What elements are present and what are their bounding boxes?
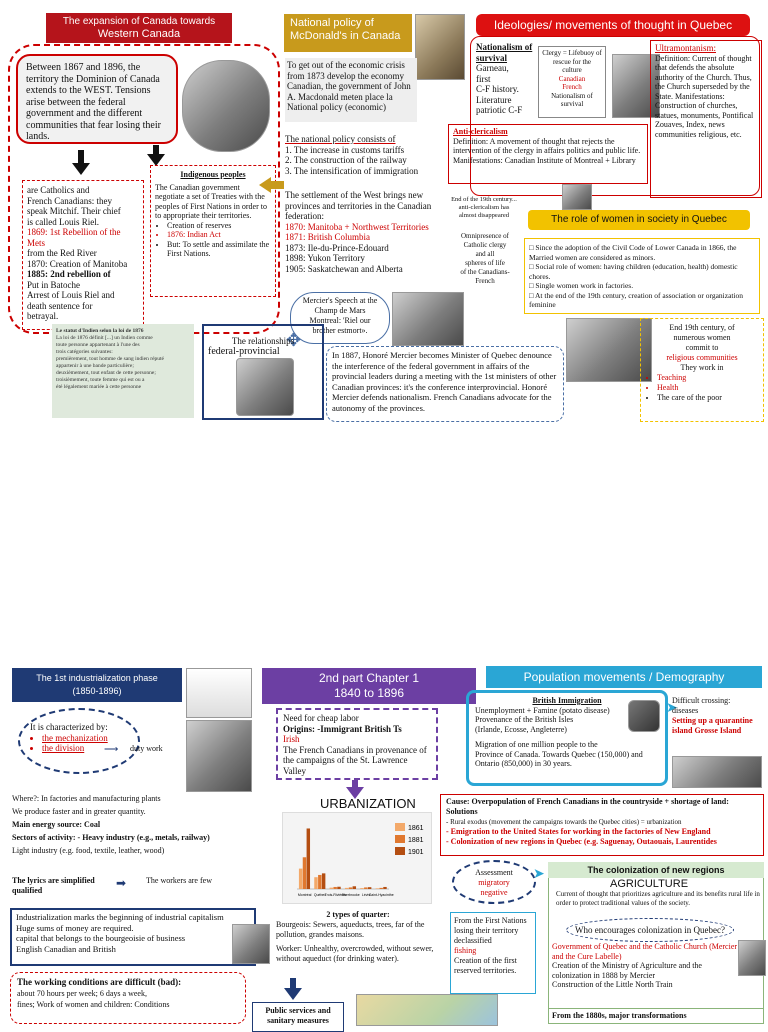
labor-irish: Irish: [283, 734, 300, 744]
factories-light: Light industry (e.g. food, textile, leather, wood): [12, 846, 165, 855]
british-line-2: (Irlande, Ecosse, Angleterre): [475, 724, 567, 734]
women-end-item-2: • The care of the poor: [657, 393, 759, 403]
national-policy-title-line1: National policy of: [290, 17, 374, 29]
factory-photo: [186, 720, 252, 792]
assessment-arrow-icon: ➤: [533, 867, 545, 882]
british-isles-map: [628, 700, 660, 732]
omni-line-2: and all: [475, 250, 495, 258]
excerpt-line-0: La loi de 1876 définit [...] un Indien comme: [56, 335, 153, 341]
expansion-title: [46, 13, 232, 43]
chart-bar-1901-4: [368, 887, 371, 889]
agriculture-title: AGRICULTURE: [610, 878, 689, 890]
nationalism-box: [476, 42, 534, 122]
first-nations-line-4: Creation of the first: [454, 956, 517, 965]
national-policy-intro-text: To get out of the economic crisis from 1873 develop the economy Canadian, the government of John A. Macdonald meten place la National policy (economic): [287, 60, 411, 112]
ideologies-title: [476, 14, 750, 36]
working-conditions-box: [10, 972, 246, 1024]
chart-legend-swatch: [395, 847, 405, 855]
women-end-item-1: • Health: [657, 383, 759, 393]
factories-energy: Main energy source: Coal: [12, 820, 101, 829]
urbanization-cause: Cause: Overpopulation of French Canadians in the countryside + shortage of land: Solutions: [446, 797, 729, 816]
public-services-box: [252, 1002, 344, 1032]
quarters-worker: Worker: Unhealthy, overcrowded, without sewer, without aqueduct (for drinking water).: [276, 944, 434, 963]
agriculture-text: [556, 890, 760, 918]
chapter-line2: 1840 to 1896: [333, 686, 405, 700]
national-policy-title: [284, 14, 412, 52]
cure-labelle-portrait: [738, 940, 766, 976]
indigenous-text: The Canadian government negotiate a set of Treaties with the peoples of First Nations in order to to appropriate their territories.: [155, 182, 267, 220]
chart-bar-1901-5: [383, 887, 386, 889]
national-policy-title-line2: McDonald's in Canada: [290, 30, 401, 42]
women-end-item-0: • Teaching: [657, 373, 759, 383]
capital-money-image: [232, 924, 270, 964]
first-nations-line-2: declassified: [454, 936, 492, 945]
metis-line-7: 1885: 2nd rebellion of: [27, 269, 111, 279]
british-line-4: Migration of one million people to the: [475, 740, 598, 749]
chart-legend-label: 1881: [408, 837, 424, 844]
chart-category-label: Saint-Hyacinthe: [368, 893, 394, 897]
mercier-speech: Mercier's Speech at the Champ de Mars Montreal: 'Riel our brother estmort».: [302, 296, 378, 335]
relationships-box: [202, 324, 324, 420]
arrow-metis-icon: [72, 163, 90, 175]
relationships-line2: federal-provincial: [208, 346, 280, 357]
clergy-line-3: Canadian: [558, 74, 586, 83]
capitalism-line-0: Industrialization marks the beginning of industrial capitalism: [16, 912, 224, 922]
metis-line-3: is called Louis Riel.: [27, 216, 99, 227]
clergy-line-2: culture: [562, 66, 582, 74]
relationships-line1: The relationships: [231, 336, 295, 346]
women-item-1: □ Social role of women: having children (education, health) domestic chores.: [529, 262, 738, 281]
clergy-line-6: survival: [560, 100, 584, 108]
from-1880-box: [548, 1008, 764, 1028]
colonization-train: Construction of the Little North Train: [552, 980, 673, 989]
excerpt-line-3: premièrement, tout homme de sang indien réputé: [56, 356, 164, 362]
expansion-title-line1: The expansion of Canada towards: [62, 16, 216, 27]
workers-arrow-icon: ➡: [116, 876, 127, 890]
louis-riel-portrait: [182, 60, 270, 152]
first-nations-line-3: fishing: [454, 946, 477, 955]
chart-legend-label: 1861: [408, 825, 424, 832]
colonization-map: [356, 994, 498, 1026]
urbanization-cause-box: [440, 794, 764, 856]
indigenous-item-1: • 1876: Indian Act: [167, 230, 271, 240]
characterized-lead: It is characterized by:: [30, 722, 108, 732]
chart-bar-1861-3: [345, 888, 348, 889]
labor-need: Need for cheap labor: [283, 713, 359, 723]
chart-bar-1901-2: [337, 887, 340, 889]
british-line-1: Provenance of the British Isles: [475, 715, 574, 724]
mercier-crowd-photo: [392, 292, 464, 346]
women-title-text: The role of women in society in Quebec: [551, 214, 727, 225]
phase-title: [12, 668, 182, 702]
chart-bar-1881-0: [303, 857, 306, 889]
chart-bar-1861-5: [376, 888, 379, 889]
indigenous-box: [150, 165, 276, 297]
clergy-line-5: Nationalism of: [551, 91, 593, 100]
chart-category-label: Trois-Rivières: [324, 893, 347, 897]
characterized-item-1: • the division: [42, 743, 128, 754]
indigenous-title: Indigenous peoples: [180, 170, 246, 179]
clergy-line-4: French: [562, 83, 582, 91]
urbanization-line-0: - Rural exodus (movement the campaigns towards the Quebec cities) = urbanization: [446, 818, 682, 826]
duty-arrow-icon: ⟶: [104, 744, 119, 755]
factories-where: Where?: In factories and manufacturing plants: [12, 794, 161, 803]
national-policy-consists-box: [285, 134, 435, 182]
nationalism-line-2: C-F history.: [476, 84, 519, 94]
end19-women-box: [640, 318, 764, 422]
chart-category-label: Sherbrooke: [341, 893, 360, 897]
omni-line-1: Catholic clergy: [463, 241, 507, 249]
agriculture-text-value: Current of thought that prioritizes agriculture and its benefits rural life in order to protect traditional values of the society.: [556, 890, 760, 907]
province-4: 1905: Saskatchewan and Alberta: [285, 263, 403, 274]
anticlerical-title: Anti-clericalism: [453, 127, 508, 136]
quarters-bourgeois: Bourgeois: Sewers, aqueducts, trees, far of the pollution, grandes maisons.: [276, 920, 425, 939]
first-nations-line-0: From the First Nations: [454, 916, 527, 925]
ultramontanism-text: Definition: Current of thought that defends the absolute authority of the Church. Thus, the Church superseded by the State. Manifestations: Construction of churches, statues, monuments, Pontifical Zouaves, Index, news communities religious, etc.: [655, 53, 754, 139]
quarters-title: 2 types of quarter:: [326, 910, 390, 919]
church-building-photo: [562, 184, 592, 210]
labor-origins: Origins: -Immigrant British Ts: [283, 723, 402, 734]
arrow-metis-stem: [78, 150, 84, 164]
omni-line-4: of the Canadians-: [460, 268, 510, 276]
duty-work: duty work: [130, 744, 163, 753]
excerpt-line-5: deuxièmement, tout enfant de cette personne;: [56, 370, 156, 376]
ultramontanism-box: [650, 40, 762, 198]
factories-workers: The workers are few: [146, 876, 212, 885]
national-policy-consists: The national policy consists of: [285, 134, 396, 144]
factories-box: [12, 794, 266, 902]
nationalism-line-0: Garneau,: [476, 63, 509, 73]
urbanization-chart: [283, 813, 433, 905]
colonization-title: [548, 862, 764, 878]
arrow-left-stem: [270, 181, 284, 189]
province-0: 1870: Manitoba + Northwest Territories: [285, 221, 429, 232]
chart-bar-1901-0: [307, 828, 310, 889]
chart-legend-swatch: [395, 823, 405, 831]
british-title: British Immigration: [532, 696, 602, 705]
urbanization-chart-frame: [282, 812, 432, 904]
end19-line-1: anti-clericalism has: [458, 204, 510, 211]
end19-line-0: End of the 19th century...: [451, 196, 517, 203]
chart-bar-1861-0: [299, 869, 302, 889]
anticlerical-man: Manifestations: Canadian Institute of Montreal + Library: [453, 155, 636, 165]
who-ellipse: [566, 918, 734, 942]
chart-bar-1861-4: [360, 888, 363, 889]
indian-act-excerpt: [52, 324, 194, 418]
metis-line-8: Put in Batoche: [27, 279, 80, 290]
clergy-box: [538, 46, 606, 118]
omni-line-5: French: [475, 277, 495, 285]
chart-bar-1881-2: [333, 887, 336, 889]
nationalism-line-4: patriotic C-F: [476, 105, 523, 115]
assessment-line-1: migratory: [478, 878, 510, 887]
working-title: The working conditions are difficult (bad):: [17, 977, 182, 987]
colonization-gov: Government of Quebec and the Catholic Church (Mercier and the Cure Labelle): [552, 942, 738, 961]
first-nations-line-5: reserved territories.: [454, 966, 517, 975]
chart-bar-1861-1: [314, 877, 317, 889]
factories-sectors: Sectors of activity: - Heavy industry (e.g., metals, railway): [12, 833, 210, 842]
capitalism-line-3: English Canadian and British: [16, 943, 116, 954]
arrow-right-icon: ➤: [666, 701, 678, 716]
labor-box: [276, 708, 438, 780]
phase-title-line2: (1850-1896): [72, 686, 122, 696]
first-nations-line-1: losing their territory: [454, 926, 519, 935]
chart-bar-1901-1: [322, 873, 325, 889]
locomotive-image: [186, 668, 252, 718]
expansion-text-box: [16, 54, 178, 144]
mercier-portrait: [236, 358, 294, 416]
women-end-line-3: religious communities: [666, 353, 738, 362]
crossing-line-0: Difficult crossing:: [672, 696, 731, 705]
women-title: [528, 210, 750, 230]
women-item-2: □ Single women work in factories.: [529, 281, 634, 290]
assessment-ellipse: [452, 860, 536, 904]
chart-legend-swatch: [395, 835, 405, 843]
factories-lyrics: The lyrics are simplified qualified: [12, 876, 95, 895]
labor-rest: The French Canadians in provenance of the campaigns of the St. Lawrence Valley: [283, 744, 427, 776]
urbanization-title: URBANIZATION: [320, 796, 416, 811]
factories-produce: We produce faster and in greater quantity.: [12, 807, 146, 816]
crossing-setting: Setting up a quarantine island Grosse Island: [672, 716, 753, 735]
excerpt-title: Le statut d'Indien selon la loi de 1876: [56, 328, 144, 334]
nationalism-line-1: first: [476, 73, 491, 84]
nationalism-title: Nationalism of survival: [476, 42, 533, 63]
end19-anticlerical: [448, 196, 520, 230]
metis-line-11: betrayal.: [27, 311, 59, 321]
national-policy-poster: [415, 14, 465, 80]
indigenous-item-2: • But: To settle and assimilate the First Nations.: [167, 240, 271, 259]
urbanization-line-2: - Colonization of new regions in Quebec (e.g. Saguenay, Outaouais, Laurentides: [446, 837, 717, 846]
anticlerical-box: [448, 124, 648, 184]
clergy-line-1: rescue for the: [552, 57, 592, 66]
national-policy-item-2: 3. The intensification of immigration: [285, 165, 419, 176]
demography-title-text: Population movements / Demography: [523, 670, 725, 684]
urbanization-line-1: - Emigration to the United States for working in the factories of New England: [446, 827, 711, 836]
province-2: 1873: Ile-du-Prince-Edouard: [285, 242, 389, 253]
omni-line-3: spheres of life: [465, 259, 505, 267]
metis-line-2: speak Mitchif. Their chief: [27, 206, 121, 216]
nationalism-line-3: Literature: [476, 94, 512, 105]
chart-category-label: Lévis: [361, 893, 371, 897]
metis-line-6: 1870: Creation of Manitoba: [27, 258, 128, 269]
first-nations-box: [450, 912, 536, 994]
british-line-5: Province of Canada. Towards Quebec (150,000) and: [475, 749, 643, 759]
women-end-line-2: commit to: [685, 343, 719, 352]
excerpt-line-4: appartenir à une bande particulière;: [56, 363, 134, 369]
metis-line-1: French Canadians: they: [27, 195, 112, 206]
omnipresence-box: [450, 232, 520, 292]
metis-box: [22, 180, 144, 330]
assessment-line-0: Assessment: [475, 868, 513, 877]
crossing-box: [672, 696, 764, 756]
anticlerical-def: Definition: A movement of thought that rejects the intervention of the clergy in affairs politics and public life.: [453, 136, 641, 155]
excerpt-line-2: trois catégories suivantes:: [56, 349, 113, 355]
chart-bar-1881-3: [349, 887, 352, 889]
ultramontanism-title: Ultramontanism:: [655, 43, 716, 53]
indigenous-item-0: • Creation of reserves: [167, 221, 271, 231]
chart-bar-1881-5: [379, 888, 382, 889]
women-box: [524, 238, 760, 314]
national-policy-intro: [285, 58, 417, 122]
chart-bar-1901-3: [353, 886, 356, 889]
province-3: 1898: Yukon Territory: [285, 253, 365, 263]
characterized-item-0: • the mechanization: [42, 733, 128, 744]
capitalism-line-2: capital that belongs to the bourgeoisie of business: [16, 933, 186, 943]
province-1: 1871: British Columbia: [285, 232, 371, 242]
working-line-0: about 70 hours per week; 6 days a week,: [17, 989, 147, 998]
colonization-ministry: Creation of the Ministry of Agriculture and the colonization in 1888 by Mercier: [552, 961, 702, 980]
expansion-title-line2: Western Canada: [97, 28, 181, 40]
women-item-3: □ At the end of the 19th century, creation of association or organization feminine: [529, 290, 744, 309]
women-end-line-1: numerous women: [673, 333, 731, 342]
quarters-box: [276, 910, 440, 986]
clergy-line-0: Clergy = Lifebuoy of: [542, 49, 602, 57]
demography-title: [486, 666, 762, 688]
omni-line-0: Omnipresence of: [460, 232, 509, 240]
assessment-line-2: negative: [480, 888, 508, 897]
double-arrow-icon: ✥: [286, 330, 302, 350]
chart-category-label: Montréal: [297, 893, 312, 897]
working-line-1: fines; Work of women and children: Conditions: [17, 1000, 170, 1009]
british-line-6: Ontario (850,000) in 30 years.: [475, 759, 572, 768]
women-item-0: □ Since the adoption of the Civil Code of Lower Canada in 1866, the Married women are considered as minors.: [529, 243, 737, 262]
metis-line-0: are Catholics and: [27, 185, 90, 195]
national-policy-item-0: 1. The increase in customs tariffs: [285, 144, 405, 155]
arrow-services-icon: [284, 988, 302, 1000]
capitalism-line-1: Huge sums of money are required.: [16, 922, 134, 933]
mercier-text-box: [326, 346, 564, 422]
chart-bar-1881-4: [364, 887, 367, 889]
phase-title-line1: The 1st industrialization phase: [36, 673, 158, 683]
chapter-line1: 2nd part Chapter 1: [318, 671, 420, 685]
crossing-line-1: diseases: [672, 706, 699, 715]
expansion-text: Between 1867 and 1896, the territory the Dominion of Canada extends to the WEST. Tensions arise between the federal government and the different communities that fear losing their lands.: [26, 62, 161, 142]
colonization-details: [552, 942, 742, 998]
excerpt-line-1: toute personne appartenant à l'une des: [56, 342, 140, 348]
settlement-title: The settlement of the West brings new provinces and territories in the Canadian federation:: [285, 190, 432, 221]
ideologies-title-text: Ideologies/ movements of thought in Quebec: [493, 18, 733, 32]
who-text: Who encourages colonization in Quebec?: [575, 925, 725, 935]
from-1880-text: From the 1880s, major transformations: [552, 1011, 687, 1020]
chapter-title: [262, 668, 476, 704]
mercier-text: In 1887, Honoré Mercier becomes Minister of Quebec denounce the interference of the federal government in affairs of the provincial leaders during a meeting with the 1st ministers of other Canadian provinces: it's the conference interprovincial. Honoré Mercier defends nationalism. French Canadians advocate for the autonomy of the provinces.: [332, 350, 557, 413]
metis-line-5: from the Red River: [27, 248, 97, 258]
public-services-text: Public services and sanitary measures: [265, 1006, 331, 1025]
british-line-0: Unemployment + Famine (potato disease): [475, 705, 610, 715]
excerpt-line-7: été légalement mariée à cette personne: [56, 384, 142, 390]
chart-category-label: Québec: [313, 893, 327, 897]
capitalism-box: [10, 908, 256, 966]
chart-legend-label: 1901: [408, 849, 424, 856]
end19-line-2: almost disappeared: [459, 212, 509, 219]
metis-line-4: 1869: 1st Rebellion of the Mets: [27, 227, 121, 248]
characterized-ellipse: [18, 708, 140, 774]
excerpt-line-6: troisièmement, toute femme qui est ou a: [56, 377, 145, 383]
women-end-line-4: They work in: [680, 363, 724, 372]
chart-bar-1881-1: [318, 875, 321, 889]
colonization-title-text: The colonization of new regions: [587, 865, 725, 875]
metis-line-9: Arrest of Louis Riel and: [27, 290, 115, 300]
settlement-box: [285, 190, 435, 280]
metis-line-10: death sentence for: [27, 300, 93, 311]
chart-bar-1861-2: [330, 888, 333, 889]
women-end-line-0: End 19th century, of: [669, 323, 735, 332]
grosse-island-photo: [672, 756, 762, 788]
national-policy-item-1: 2. The construction of the railway: [285, 155, 407, 165]
